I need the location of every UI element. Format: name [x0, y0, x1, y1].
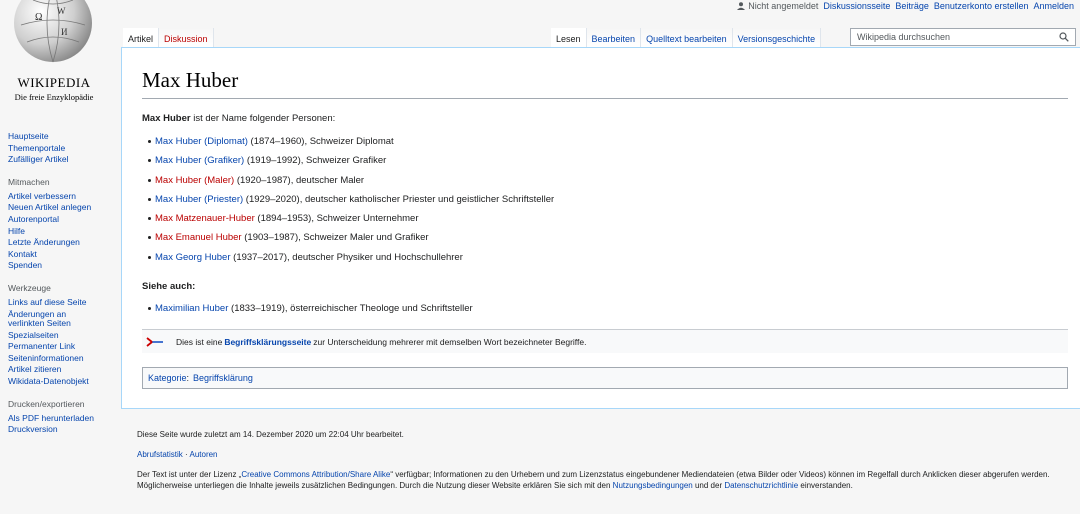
wikipedia-logo[interactable]: [0, 0, 120, 128]
user-status: [737, 1, 818, 11]
tagline: Die freie Enzyklopädie: [14, 92, 94, 102]
person-desc: (1929–2020), deutscher katholischer Priester und geistlicher Schriftsteller: [243, 193, 555, 205]
sidebar-werkzeuge: [8, 297, 120, 388]
tab-history[interactable]: Versionsgeschichte: [733, 28, 822, 47]
search-placeholder: Wikipedia durchsuchen: [857, 32, 951, 42]
intro-bold: Max Huber: [142, 113, 191, 124]
page-title: Max Huber: [142, 68, 239, 92]
list-item: [148, 248, 554, 267]
list-item: [148, 151, 554, 170]
intro-text: [142, 113, 335, 124]
category-box: [142, 367, 1068, 389]
sidebar: [8, 131, 120, 436]
user-icon: [737, 2, 745, 10]
sidebar-item-pdf[interactable]: Als PDF herunterladen: [8, 412, 94, 423]
license-link[interactable]: Creative Commons Attribution/Share Alike: [241, 470, 391, 479]
license-mid: “ verfügbar; Informationen zu den Urhebern und zum Lizenzstatus eingebundener Mediendateien (etwa Bilder oder Videos) können im Regelfall durch Anklicken dieser abgerufen werden. Möglicherweise unterliegen die Inhalte jeweils zusätzlichen Bedingungen. Durch die Nutzung dieser Website erklären Sie sich mit den: [137, 470, 1050, 490]
sidebar-item-hauptseite[interactable]: Hauptseite: [8, 131, 49, 141]
person-link[interactable]: Max Huber (Maler): [155, 174, 235, 186]
sidebar-item-contact[interactable]: Kontakt: [8, 248, 37, 259]
login-link[interactable]: Anmelden: [1033, 1, 1074, 11]
sidebar-navigation: [8, 131, 120, 166]
tab-discussion[interactable]: Diskussion: [159, 28, 214, 47]
see-also-link[interactable]: Maximilian Huber: [155, 303, 229, 314]
tab-edit-source[interactable]: Quelltext bearbeiten: [641, 28, 733, 47]
see-also-list: [148, 299, 473, 318]
sidebar-heading-werkzeuge: Werkzeuge: [8, 282, 51, 293]
sidebar-heading-mitmachen: Mitmachen: [8, 176, 50, 187]
puzzle-globe-icon: [13, 0, 93, 66]
list-item: [148, 209, 554, 228]
disambig-post: zur Unterscheidung mehrerer mit demselben Wort bezeichneter Begriffe.: [313, 336, 587, 347]
list-item: [148, 171, 554, 190]
talk-link[interactable]: Diskussionsseite: [823, 1, 891, 11]
sidebar-item-donate[interactable]: Spenden: [8, 260, 43, 271]
privacy-link[interactable]: Datenschutzrichtlinie: [724, 480, 799, 490]
sidebar-item-recent-changes[interactable]: Letzte Änderungen: [8, 237, 80, 248]
sidebar-item-random-article[interactable]: Zufälliger Artikel: [8, 154, 69, 165]
sidebar-item-wikidata[interactable]: Wikidata-Datenobjekt: [8, 375, 89, 386]
personal-tools: [737, 0, 1074, 12]
sidebar-item-special-pages[interactable]: Spezialseiten: [8, 329, 59, 340]
svg-text:W: W: [57, 6, 66, 16]
person-link[interactable]: Max Huber (Diplomat): [155, 136, 248, 147]
sidebar-item-permalink[interactable]: Permanenter Link: [8, 341, 76, 352]
terms-link[interactable]: Nutzungsbedingungen: [612, 480, 693, 490]
wordmark: WIKIPEDIA: [17, 75, 91, 90]
view-tabs: [551, 28, 821, 47]
license-and: und der: [692, 480, 725, 490]
authors-link[interactable]: Autoren: [189, 450, 218, 459]
list-item: [148, 190, 554, 209]
sidebar-item-improve[interactable]: Artikel verbessern: [8, 190, 77, 201]
tab-edit[interactable]: Bearbeiten: [587, 28, 642, 47]
create-account-link[interactable]: Benutzerkonto erstellen: [933, 1, 1029, 11]
footer-separator: ·: [185, 450, 190, 459]
sidebar-item-what-links-here[interactable]: Links auf diese Seite: [8, 296, 87, 307]
svg-text:И: И: [61, 27, 68, 37]
person-list: [148, 132, 554, 267]
license-text: [137, 470, 1067, 491]
sidebar-item-cite[interactable]: Artikel zitieren: [8, 364, 62, 375]
disambig-pre: Dies ist eine: [176, 336, 223, 347]
person-link[interactable]: Max Georg Huber: [155, 251, 231, 263]
disambiguation-notice: [142, 329, 1068, 353]
disambiguation-icon: [146, 336, 164, 348]
last-modified: Diese Seite wurde zuletzt am 14. Dezember 2020 um 22:04 Uhr bearbeitet.: [137, 430, 404, 439]
license-end: einverstanden.: [798, 480, 853, 490]
not-logged-in-label: Nicht angemeldet: [748, 1, 819, 11]
person-desc: (1903–1987), Schweizer Maler und Grafiker: [241, 232, 429, 244]
sidebar-item-related-changes[interactable]: Änderungen an verlinkten Seiten: [8, 308, 71, 328]
footer-stats: [137, 450, 1067, 459]
sidebar-item-page-info[interactable]: Seiteninformationen: [8, 352, 84, 363]
category-link[interactable]: Begriffsklärung: [193, 373, 253, 383]
sidebar-item-authors-portal[interactable]: Autorenportal: [8, 213, 60, 224]
title-divider: [142, 98, 1068, 99]
category-label-link[interactable]: Kategorie: [148, 373, 187, 383]
sidebar-item-help[interactable]: Hilfe: [8, 225, 26, 236]
tab-article[interactable]: Artikel: [123, 28, 159, 47]
person-desc: (1874–1960), Schweizer Diplomat: [247, 136, 394, 147]
search-icon[interactable]: [1059, 32, 1069, 42]
license-pre: Der Text ist unter der Lizenz „: [137, 470, 242, 479]
list-item: [148, 299, 473, 318]
sidebar-item-print[interactable]: Druckversion: [8, 424, 58, 435]
sidebar-item-new-article[interactable]: Neuen Artikel anlegen: [8, 202, 92, 213]
person-desc: (1937–2017), deutscher Physiker und Hochschullehrer: [230, 251, 463, 263]
disambig-link[interactable]: Begriffsklärungsseite: [224, 336, 312, 347]
sidebar-mitmachen: [8, 191, 120, 272]
person-link[interactable]: Max Huber (Priester): [155, 193, 244, 205]
person-link[interactable]: Max Huber (Grafiker): [155, 155, 245, 167]
svg-text:Ω: Ω: [35, 12, 43, 23]
person-link[interactable]: Max Matzenauer-Huber: [155, 213, 255, 225]
search-input[interactable]: [850, 28, 1076, 46]
see-also-heading: Siehe auch:: [142, 281, 196, 292]
footer: [137, 430, 1067, 491]
intro-rest: ist der Name folgender Personen:: [190, 113, 336, 124]
category-colon: :: [186, 373, 190, 383]
list-item: [148, 228, 554, 247]
person-desc: (1920–1987), deutscher Maler: [234, 174, 365, 186]
person-link[interactable]: Max Emanuel Huber: [155, 232, 242, 244]
see-also-desc: (1833–1919), österreichischer Theologe und Schriftsteller: [228, 303, 473, 314]
person-desc: (1919–1992), Schweizer Grafiker: [244, 155, 387, 167]
sidebar-heading-drucken: Drucken/exportieren: [8, 398, 85, 409]
sidebar-drucken: [8, 413, 120, 436]
sidebar-item-themenportale[interactable]: Themenportale: [8, 142, 66, 153]
stats-link[interactable]: Abrufstatistik: [137, 450, 183, 459]
tab-read[interactable]: Lesen: [551, 28, 587, 47]
namespace-tabs: [123, 28, 214, 47]
contributions-link[interactable]: Beiträge: [895, 1, 929, 11]
main-content: [121, 47, 1080, 409]
person-desc: (1894–1953), Schweizer Unternehmer: [254, 213, 419, 225]
list-item: [148, 132, 554, 151]
